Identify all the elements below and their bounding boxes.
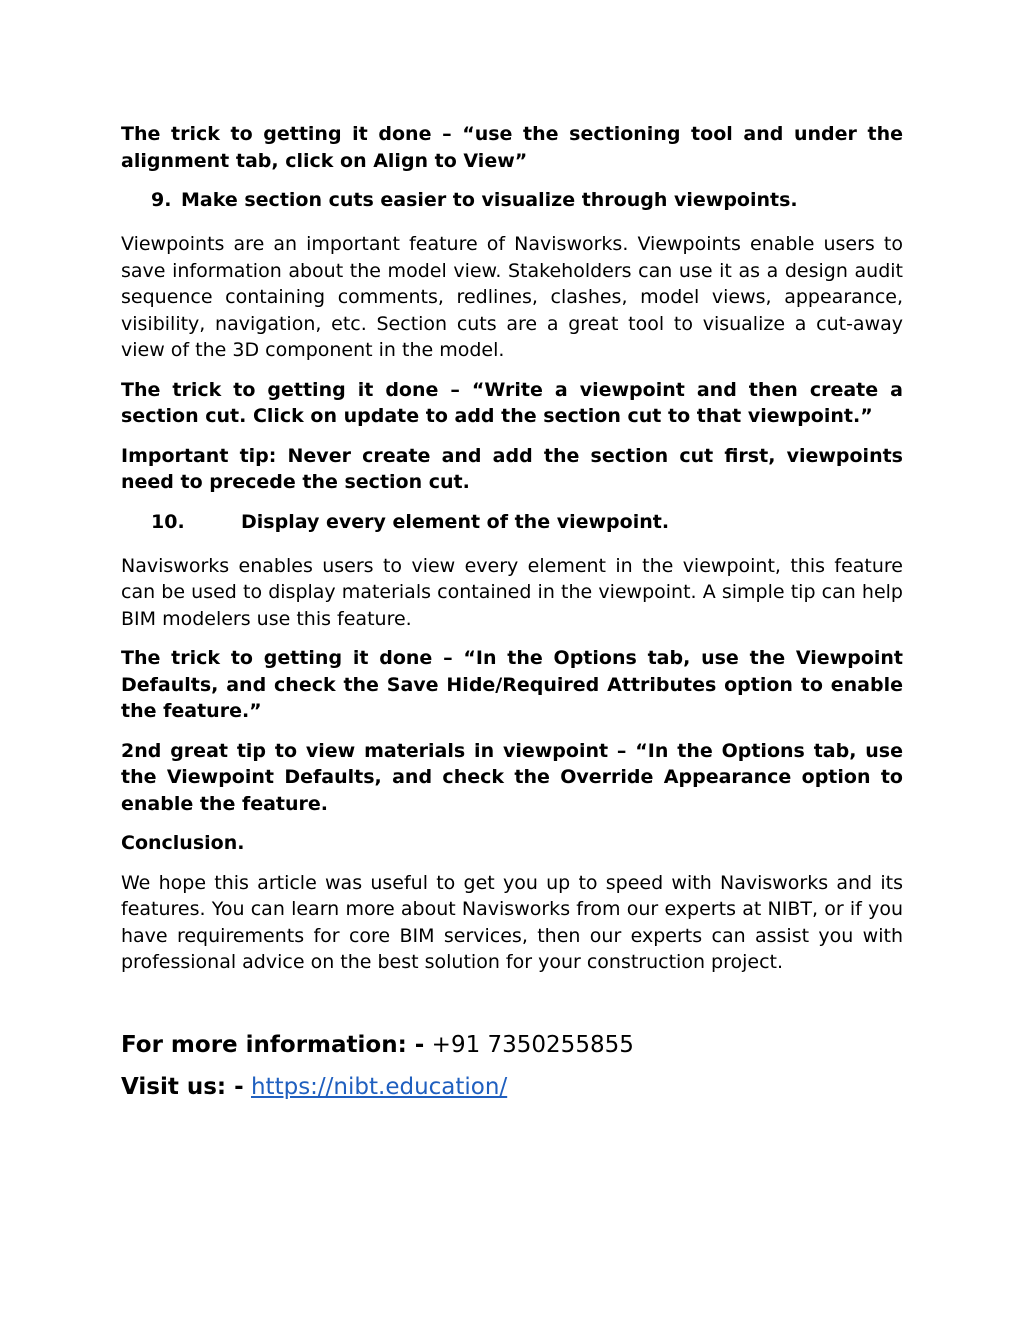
trick-align-paragraph: The trick to getting it done – “use the sectioning tool and under the alignment tab, click on Align to View”: [121, 123, 903, 172]
trick-viewpoint-paragraph: The trick to getting it done – “Write a viewpoint and then create a section cut. Click on update to add the section cut to that viewpoint.”: [121, 378, 903, 427]
visit-line: [121, 1072, 903, 1102]
visit-label: Visit us: -: [121, 1073, 244, 1100]
trick-options-paragraph: The trick to getting it done – “In the Options tab, use the Viewpoint Defaults, and check the Save Hide/Required Attributes option to enable the feature.”: [121, 647, 903, 722]
item-10-heading: [151, 509, 903, 535]
item-9-number: 9.: [151, 189, 172, 211]
item-9-heading: [151, 187, 903, 213]
conclusion-heading: Conclusion.: [121, 832, 245, 854]
contact-info-label: For more information: -: [121, 1031, 425, 1058]
document-page: [121, 121, 903, 1102]
display-body-paragraph: Navisworks enables users to view every element in the viewpoint, this feature can be used to display materials contained in the viewpoint. A simple tip can help BIM modelers use this feature.: [121, 554, 903, 630]
important-tip-paragraph: Important tip: Never create and add the section cut first, viewpoints need to precede the section cut.: [121, 444, 903, 493]
item-10-title: Display every element of the viewpoint.: [241, 510, 670, 533]
second-tip-paragraph: 2nd great tip to view materials in viewpoint – “In the Options tab, use the Viewpoint Defaults, and check the Override Appearance option to enable the feature.: [121, 739, 903, 815]
item-9-title: Make section cuts easier to visualize through viewpoints.: [181, 189, 798, 211]
conclusion-body-paragraph: We hope this article was useful to get you up to speed with Navisworks and its features. You can learn more about Navisworks from our experts at NIBT, or if you have requirements for core BIM services, then our experts can assist you with professional advice on the best solution for your construction project.: [121, 871, 903, 973]
viewpoints-body-paragraph: Viewpoints are an important feature of Navisworks. Viewpoints enable users to save information about the model view. Stakeholders can use it as a design audit sequence containing comments, redlines, clashes, model views, appearance, visibility, navigation, etc. Section cuts are a great tool to visualize a cut-away view of the 3D component in the model.: [121, 233, 903, 361]
contact-phone: +91 7350255855: [424, 1031, 634, 1058]
contact-info-line: [121, 1030, 903, 1060]
item-10-number: 10.: [151, 510, 185, 533]
website-link[interactable]: https://nibt.education/: [250, 1073, 508, 1100]
